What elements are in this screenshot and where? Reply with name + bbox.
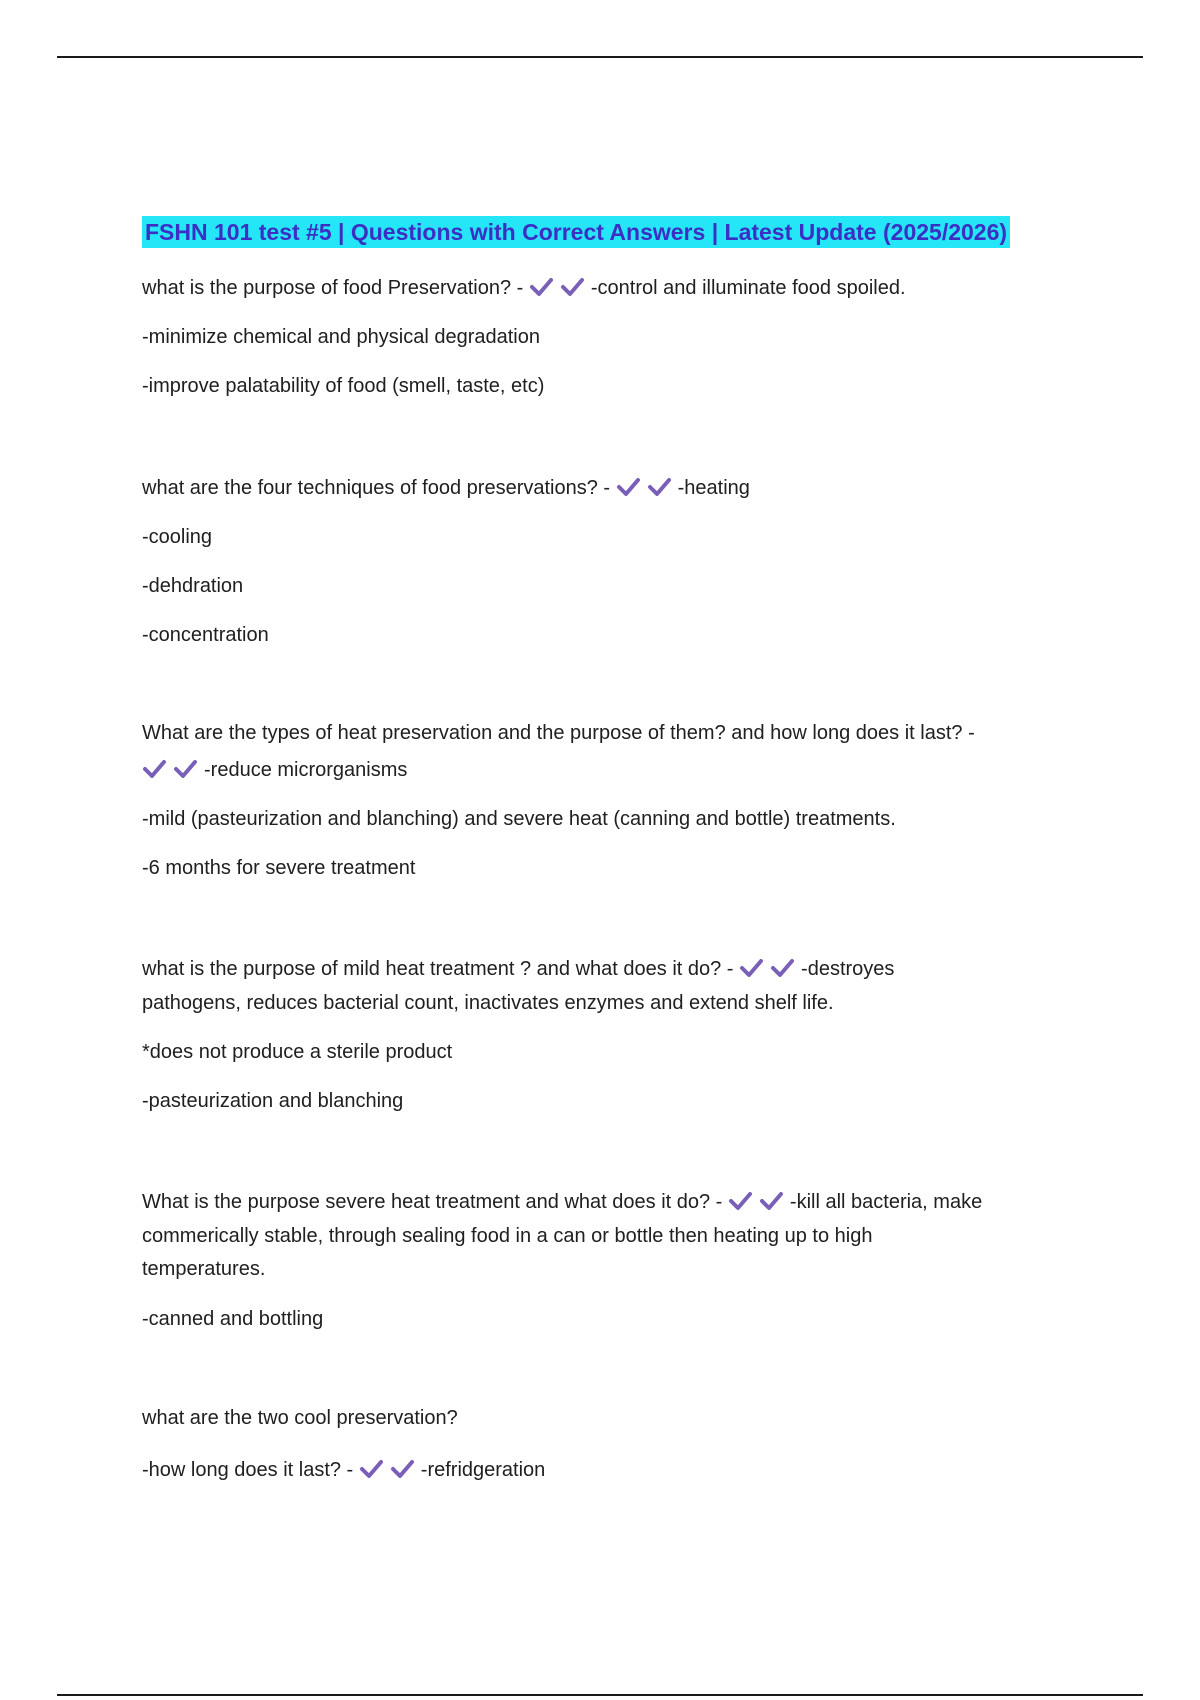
- check-icon: [142, 759, 167, 779]
- question-text: what are the four techniques of food preservations? -: [142, 477, 611, 499]
- answer-line: -canned and bottling: [142, 1308, 324, 1330]
- answer-line: -minimize chemical and physical degradation: [142, 326, 540, 348]
- page-title: FSHN 101 test #5 | Questions with Correct Answers | Latest Update (2025/2026): [142, 216, 1010, 248]
- question-1: [142, 274, 906, 302]
- check-icon: [390, 1459, 415, 1479]
- answer-text: -control and illuminate food spoiled.: [590, 277, 906, 299]
- answer-line: -dehdration: [142, 575, 244, 597]
- answer-continuation: commerically stable, through sealing food in a can or bottle then heating up to high: [142, 1225, 873, 1247]
- question-6-continuation: [142, 1456, 545, 1484]
- check-icon: [529, 277, 554, 297]
- check-icon: [359, 1459, 384, 1479]
- answer-text: -heating: [677, 477, 750, 499]
- answer-line: *does not produce a sterile product: [142, 1041, 453, 1063]
- check-icon: [647, 477, 672, 497]
- answer-start: [142, 756, 407, 784]
- footer-rule: [57, 1694, 1143, 1696]
- answer-line: -improve palatability of food (smell, taste, etc): [142, 375, 545, 397]
- check-icon: [728, 1191, 753, 1211]
- header-rule: [57, 56, 1143, 58]
- question-text: what is the purpose of mild heat treatment ? and what does it do? -: [142, 958, 734, 980]
- answer-text: -refridgeration: [420, 1459, 546, 1481]
- answer-line: -concentration: [142, 624, 269, 646]
- answer-text: -reduce microrganisms: [204, 759, 408, 781]
- answer-line: -6 months for severe treatment: [142, 857, 416, 879]
- check-icon: [759, 1191, 784, 1211]
- question-text: what is the purpose of food Preservation? -: [142, 277, 524, 299]
- answer-continuation: temperatures.: [142, 1258, 266, 1280]
- answer-text: -kill all bacteria, make: [789, 1191, 983, 1213]
- question-3: What are the types of heat preservation and the purpose of them? and how long does it last? -: [142, 722, 975, 744]
- check-icon: [173, 759, 198, 779]
- question-text: -how long does it last? -: [142, 1459, 354, 1481]
- answer-line: -pasteurization and blanching: [142, 1090, 404, 1112]
- check-icon: [560, 277, 585, 297]
- question-6: what are the two cool preservation?: [142, 1407, 458, 1429]
- answer-text: -destroyes: [801, 958, 895, 980]
- answer-continuation: pathogens, reduces bacterial count, inactivates enzymes and extend shelf life.: [142, 992, 834, 1014]
- check-icon: [770, 958, 795, 978]
- answer-line: -cooling: [142, 526, 213, 548]
- check-icon: [739, 958, 764, 978]
- question-4: [142, 955, 894, 983]
- question-2: [142, 474, 750, 502]
- question-5: [142, 1188, 982, 1216]
- check-icon: [616, 477, 641, 497]
- question-text: What is the purpose severe heat treatment and what does it do? -: [142, 1191, 723, 1213]
- answer-line: -mild (pasteurization and blanching) and severe heat (canning and bottle) treatments.: [142, 808, 896, 830]
